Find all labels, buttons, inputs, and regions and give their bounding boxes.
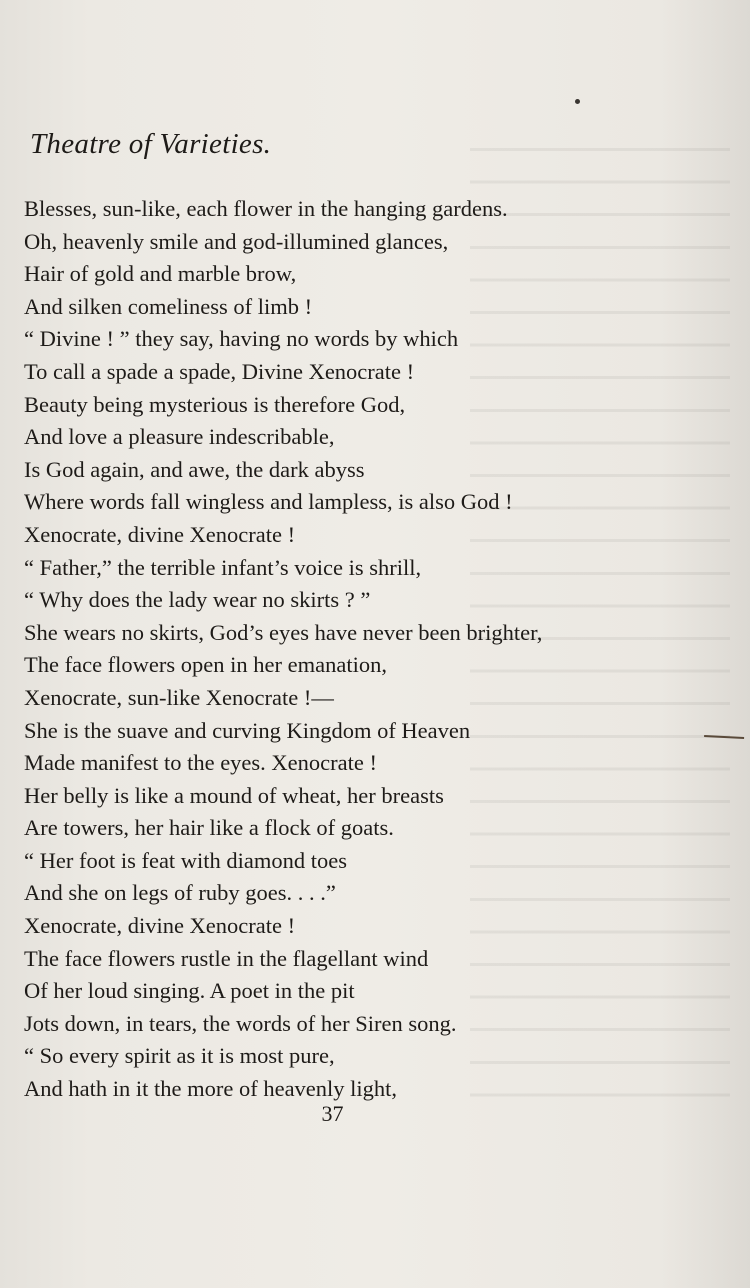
poem-line: And silken comeliness of limb ! xyxy=(24,293,313,319)
poem-line: Jots down, in tears, the words of her Siren song. xyxy=(24,1010,457,1036)
poem-line: Her belly is like a mound of wheat, her breasts xyxy=(24,782,444,808)
poem-line: Is God again, and awe, the dark abyss xyxy=(24,456,365,482)
poem-line: “ Her foot is feat with diamond toes xyxy=(24,847,348,873)
poem-line: And hath in it the more of heavenly light, xyxy=(24,1076,398,1102)
ink-speck xyxy=(575,99,580,104)
poem-line: Of her loud singing. A poet in the pit xyxy=(24,978,355,1004)
poem-line: Beauty being mysterious is therefore God, xyxy=(24,391,406,417)
poem-line: Oh, heavenly smile and god-illumined glances, xyxy=(24,228,449,254)
poem-line: Xenocrate, divine Xenocrate ! xyxy=(24,521,296,547)
page-number: 37 xyxy=(321,1101,344,1126)
poem-line: “ So every spirit as it is most pure, xyxy=(24,1043,335,1069)
poem-line: And she on legs of ruby goes. . . .” xyxy=(24,880,336,906)
poem-line: Where words fall wingless and lampless, is also God ! xyxy=(24,489,513,515)
poem-line: She is the suave and curving Kingdom of Heaven xyxy=(24,717,471,743)
poem-line: The face flowers open in her emanation, xyxy=(24,652,387,678)
poem-line: The face flowers rustle in the flagellant wind xyxy=(24,945,429,971)
poem-line: Made manifest to the eyes. Xenocrate ! xyxy=(24,750,377,776)
poem-body xyxy=(24,193,724,1106)
poem-line: Xenocrate, divine Xenocrate ! xyxy=(24,913,296,939)
running-head: Theatre of Varieties. xyxy=(30,128,272,160)
poem-line: Blesses, sun-like, each flower in the hanging gardens. xyxy=(24,196,508,221)
poem-line: “ Divine ! ” they say, having no words by which xyxy=(24,326,459,352)
poem-line: Xenocrate, sun-like Xenocrate !— xyxy=(24,684,334,710)
poem-line: “ Why does the lady wear no skirts ? ” xyxy=(24,587,371,613)
poem-line: Are towers, her hair like a flock of goats. xyxy=(24,815,394,841)
poem-line: She wears no skirts, God’s eyes have never been brighter, xyxy=(24,619,543,645)
poem-line: “ Father,” the terrible infant’s voice is shrill, xyxy=(24,554,422,580)
poem-line: And love a pleasure indescribable, xyxy=(24,424,335,450)
poem-line: To call a spade a spade, Divine Xenocrate ! xyxy=(24,358,415,384)
poem-line: Hair of gold and marble brow, xyxy=(24,261,297,287)
